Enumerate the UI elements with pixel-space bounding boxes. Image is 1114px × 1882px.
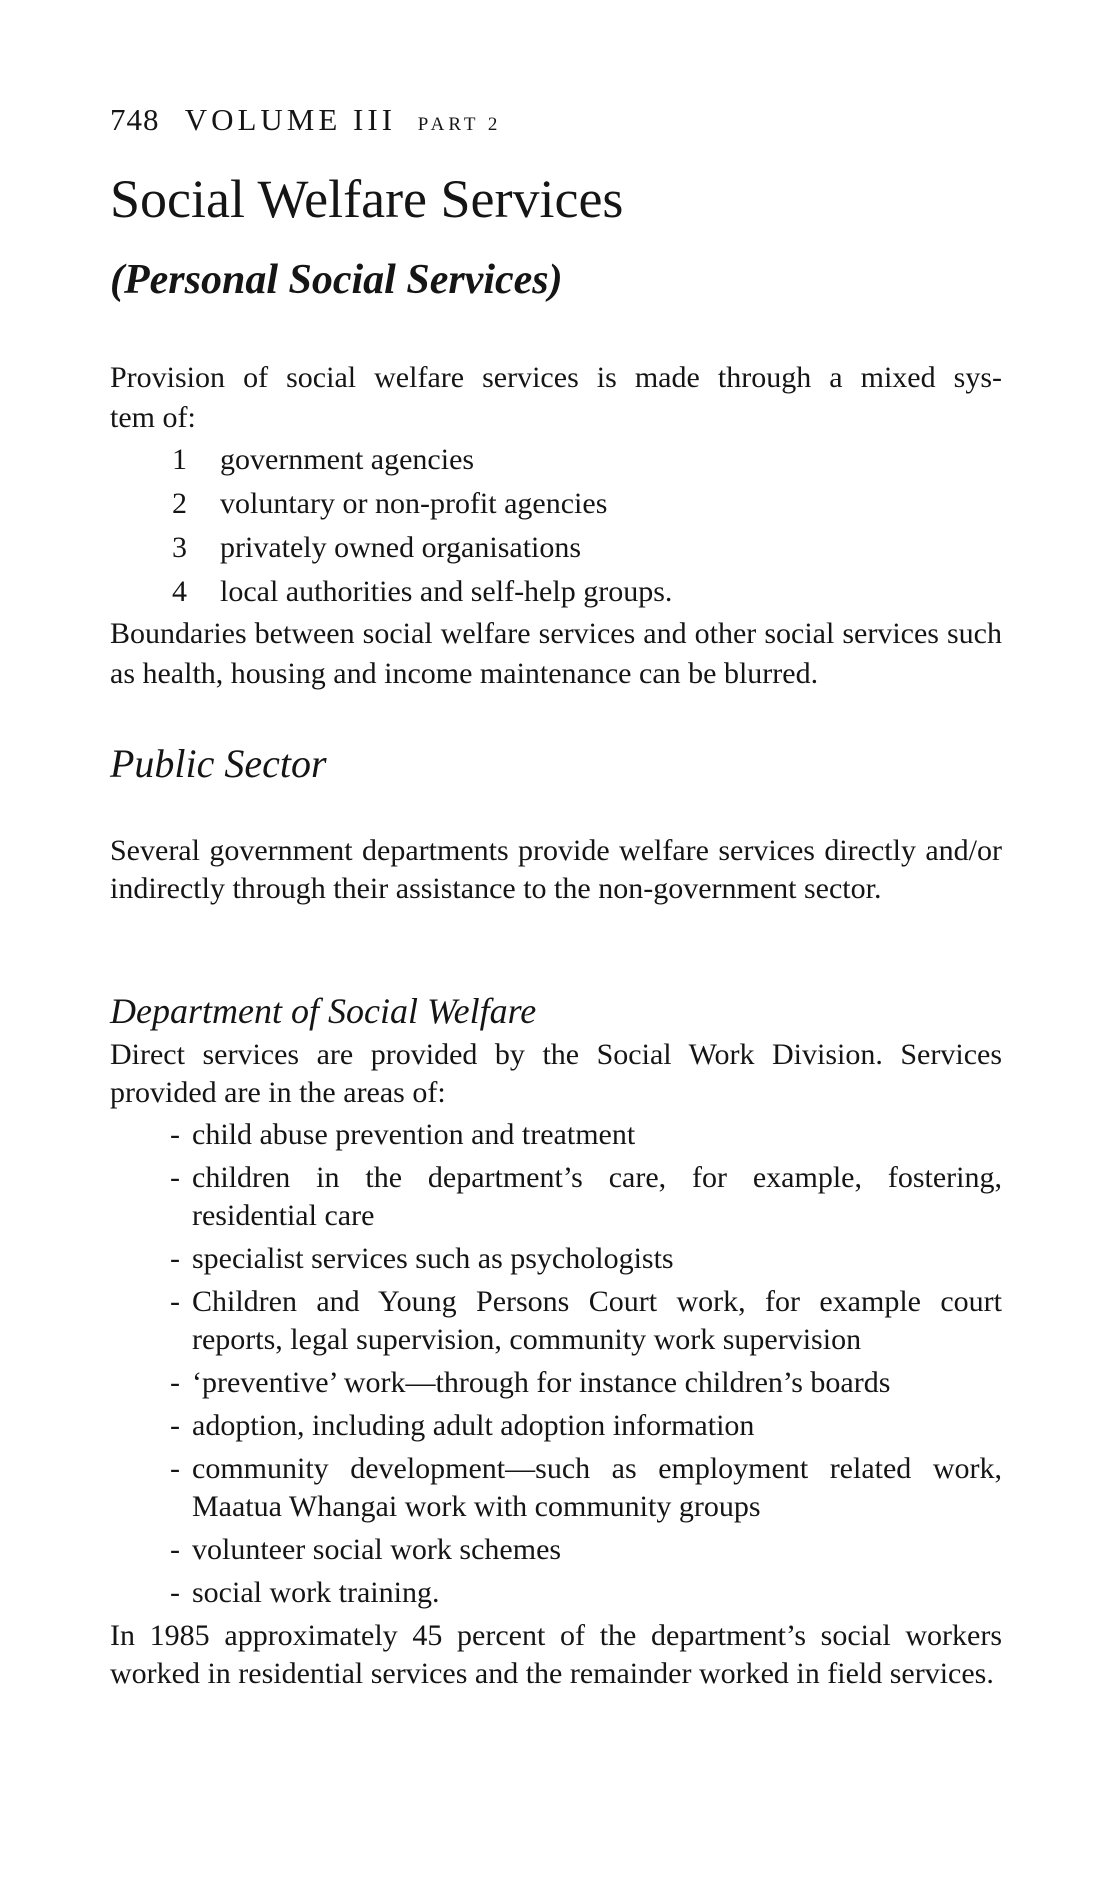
page-number: 748 xyxy=(110,102,160,137)
intro-lead xyxy=(110,358,1002,438)
list-item xyxy=(172,482,1002,526)
dash-marker: - xyxy=(170,1452,180,1485)
dash-marker: - xyxy=(170,1576,180,1609)
dash-marker: - xyxy=(170,1161,180,1194)
list-item xyxy=(170,1531,1002,1569)
item-text: ‘preventive’ work—through for instance children’s boards xyxy=(192,1366,891,1399)
list-item xyxy=(170,1159,1002,1235)
list-item xyxy=(170,1574,1002,1612)
item-text: specialist services such as psychologists xyxy=(192,1242,674,1275)
item-text: government agencies xyxy=(220,443,475,476)
services-list xyxy=(110,1116,1002,1612)
page-title: Social Welfare Services xyxy=(110,169,624,229)
running-head xyxy=(110,102,501,138)
department-section xyxy=(110,1036,1002,1693)
dash-marker: - xyxy=(170,1533,180,1566)
document-page xyxy=(110,0,1002,1882)
list-item xyxy=(172,526,1002,570)
part-label: PART 2 xyxy=(417,114,502,135)
intro-lead-line-1: Provision of social welfare services is made through a mixed sys- xyxy=(110,361,1002,394)
item-text: adoption, including adult adoption information xyxy=(192,1409,755,1442)
item-number: 2 xyxy=(172,487,187,520)
item-text: children in the department’s care, for example, fostering, residential care xyxy=(192,1161,1002,1232)
dash-marker: - xyxy=(170,1242,180,1275)
page-subtitle: (Personal Social Services) xyxy=(110,257,563,303)
dash-marker: - xyxy=(170,1118,180,1151)
public-sector-paragraph: Several government departments provide welfare services directly and/or indirectly through their assistance to the non-government sector. xyxy=(110,834,1002,905)
item-number: 1 xyxy=(172,443,187,476)
list-item xyxy=(170,1283,1002,1359)
intro-lead-line-2: tem of: xyxy=(110,401,196,434)
item-text: privately owned organisations xyxy=(220,531,582,564)
list-item xyxy=(170,1407,1002,1445)
item-text: child abuse prevention and treatment xyxy=(192,1118,636,1151)
department-lead-paragraph: Direct services are provided by the Social Work Division. Services provided are in the areas of: xyxy=(110,1038,1002,1109)
intro-section xyxy=(110,358,1002,694)
list-item xyxy=(172,570,1002,614)
dash-marker: - xyxy=(170,1409,180,1442)
list-item xyxy=(170,1364,1002,1402)
section-heading-public-sector: Public Sector xyxy=(110,741,327,786)
item-text: social work training. xyxy=(192,1576,440,1609)
department-closing-paragraph: In 1985 approximately 45 percent of the department’s social workers worked in residential services and the remainder worked in field services. xyxy=(110,1619,1002,1690)
item-number: 3 xyxy=(172,531,187,564)
intro-closing-paragraph: Boundaries between social welfare services and other social services such as health, housing and income maintenance can be blurred. xyxy=(110,617,1002,690)
volume-label: VOLUME III xyxy=(184,102,397,137)
list-item xyxy=(170,1240,1002,1278)
list-item xyxy=(172,438,1002,482)
item-text: volunteer social work schemes xyxy=(192,1533,562,1566)
item-text: community development—such as employment related work, Maatua Whangai work with community groups xyxy=(192,1452,1002,1523)
list-item xyxy=(170,1450,1002,1526)
subsection-heading-department: Department of Social Welfare xyxy=(110,991,537,1031)
item-number: 4 xyxy=(172,575,187,608)
provider-list xyxy=(110,438,1002,614)
item-text: Children and Young Persons Court work, for example court reports, legal supervision, community work supervision xyxy=(192,1285,1002,1356)
item-text: local authorities and self-help groups. xyxy=(220,575,673,608)
dash-marker: - xyxy=(170,1285,180,1318)
item-text: voluntary or non-profit agencies xyxy=(220,487,608,520)
dash-marker: - xyxy=(170,1366,180,1399)
list-item xyxy=(170,1116,1002,1154)
